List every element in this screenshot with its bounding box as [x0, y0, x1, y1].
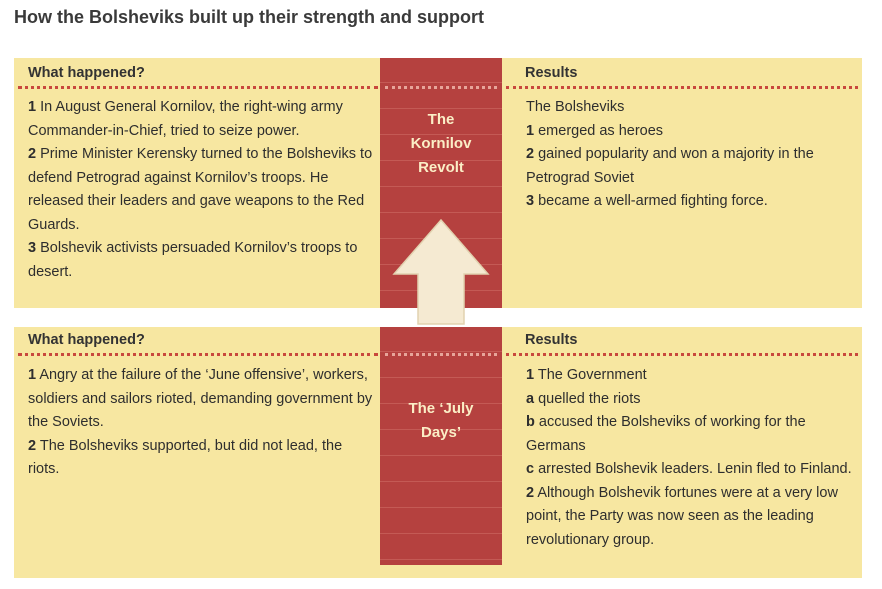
bottom-right-divider [506, 353, 858, 356]
page-title: How the Bolsheviks built up their strength and support [14, 7, 485, 27]
bottom-band-divider [385, 353, 497, 356]
bottom-right-header: Results [525, 332, 578, 348]
top-band-divider [385, 86, 497, 89]
up-arrow-icon [392, 218, 490, 326]
july-days-band [380, 327, 502, 565]
bottom-right-list [526, 364, 856, 552]
list-item: 1 emerged as heroes [526, 122, 664, 139]
july-days-band-label: The ‘July Days’ [408, 400, 474, 441]
list-item: 1 In August General Kornilov, the right-wing army Commander-in-Chief, tried to seize power. [28, 99, 343, 139]
list-item: 1 The Government [526, 367, 647, 383]
list-item: 2 Prime Minister Kerensky turned to the Bolsheviks to defend Petrograd against Kornilov’s troops. He released their leaders and gave weapons to the Red Guards. [28, 146, 373, 233]
top-left-header: What happened? [28, 65, 145, 81]
list-item: 3 Bolshevik activists persuaded Kornilov’s troops to desert. [28, 240, 358, 280]
bottom-left-divider [18, 353, 378, 356]
top-right-header: Results [525, 65, 578, 81]
bottom-left-list [28, 364, 373, 482]
top-right-divider [506, 86, 858, 89]
list-item: 2 Although Bolshevik fortunes were at a very low point, the Party was now seen as the leading revolutionary group. [526, 484, 838, 548]
results-intro: The Bolsheviks [526, 99, 625, 115]
list-item: 3 became a well-armed fighting force. [526, 193, 768, 209]
list-item: a quelled the riots [526, 390, 641, 407]
top-right-list [526, 96, 856, 214]
list-item: 2 gained popularity and won a majority in the Petrograd Soviet [526, 146, 814, 186]
top-left-divider [18, 86, 378, 89]
kornilov-band-label: The Kornilov Revolt [410, 111, 472, 176]
bottom-left-header: What happened? [28, 332, 145, 348]
list-item: b accused the Bolsheviks of working for the Germans [526, 414, 806, 454]
top-left-list [28, 96, 373, 284]
list-item: c arrested Bolshevik leaders. Lenin fled to Finland. [526, 461, 852, 477]
list-item: 2 The Bolsheviks supported, but did not lead, the riots. [28, 437, 343, 477]
list-item: 1 Angry at the failure of the ‘June offensive’, workers, soldiers and sailors rioted, demanding government by the Soviets. [28, 367, 373, 430]
